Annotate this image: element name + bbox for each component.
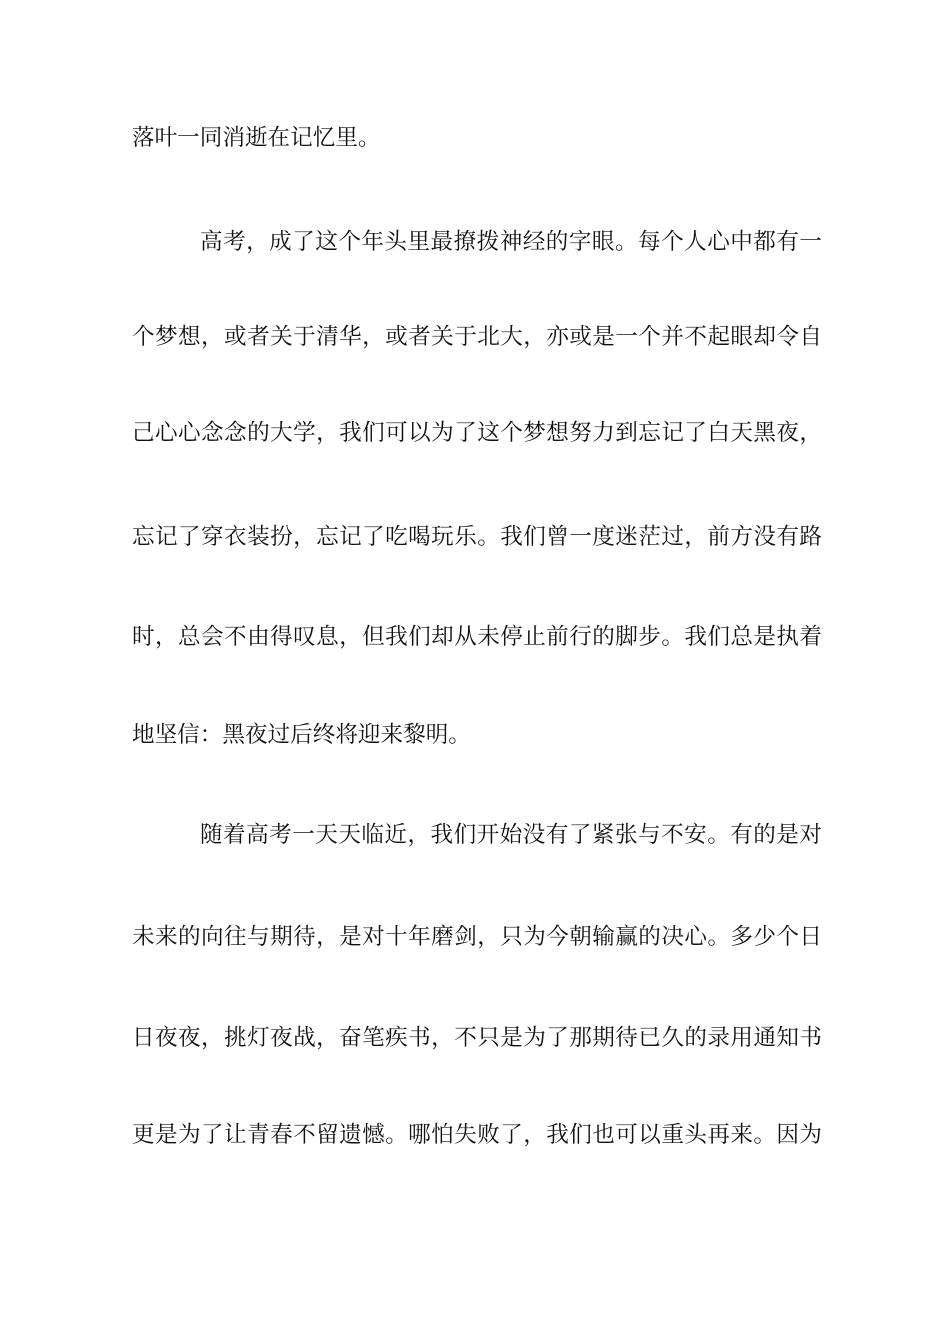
text-line: 个梦想，或者关于清华，或者关于北大，亦或是一个并不起眼却令自 <box>132 324 822 350</box>
text-line: 忘记了穿衣装扮，忘记了吃喝玩乐。我们曾一度迷茫过，前方没有路 <box>132 524 822 550</box>
paragraph-first-line: 随着高考一天天临近，我们开始没有了紧张与不安。有的是对 <box>200 822 822 848</box>
text-line: 更是为了让青春不留遗憾。哪怕失败了，我们也可以重头再来。因为 <box>132 1122 822 1148</box>
text-line: 地坚信：黑夜过后终将迎来黎明。 <box>132 722 471 748</box>
text-line: 己心心念念的大学，我们可以为了这个梦想努力到忘记了白天黑夜， <box>132 420 822 446</box>
paragraph-first-line: 高考，成了这个年头里最撩拨神经的字眼。每个人心中都有一 <box>200 229 822 255</box>
text-line: 日夜夜，挑灯夜战，奋笔疾书，不只是为了那期待已久的录用通知书 <box>132 1025 822 1051</box>
text-line: 未来的向往与期待，是对十年磨剑，只为今朝输赢的决心。多少个日 <box>132 924 822 950</box>
text-line: 时，总会不由得叹息，但我们却从未停止前行的脚步。我们总是执着 <box>132 624 822 650</box>
text-line: 落叶一同消逝在记忆里。 <box>132 125 381 151</box>
